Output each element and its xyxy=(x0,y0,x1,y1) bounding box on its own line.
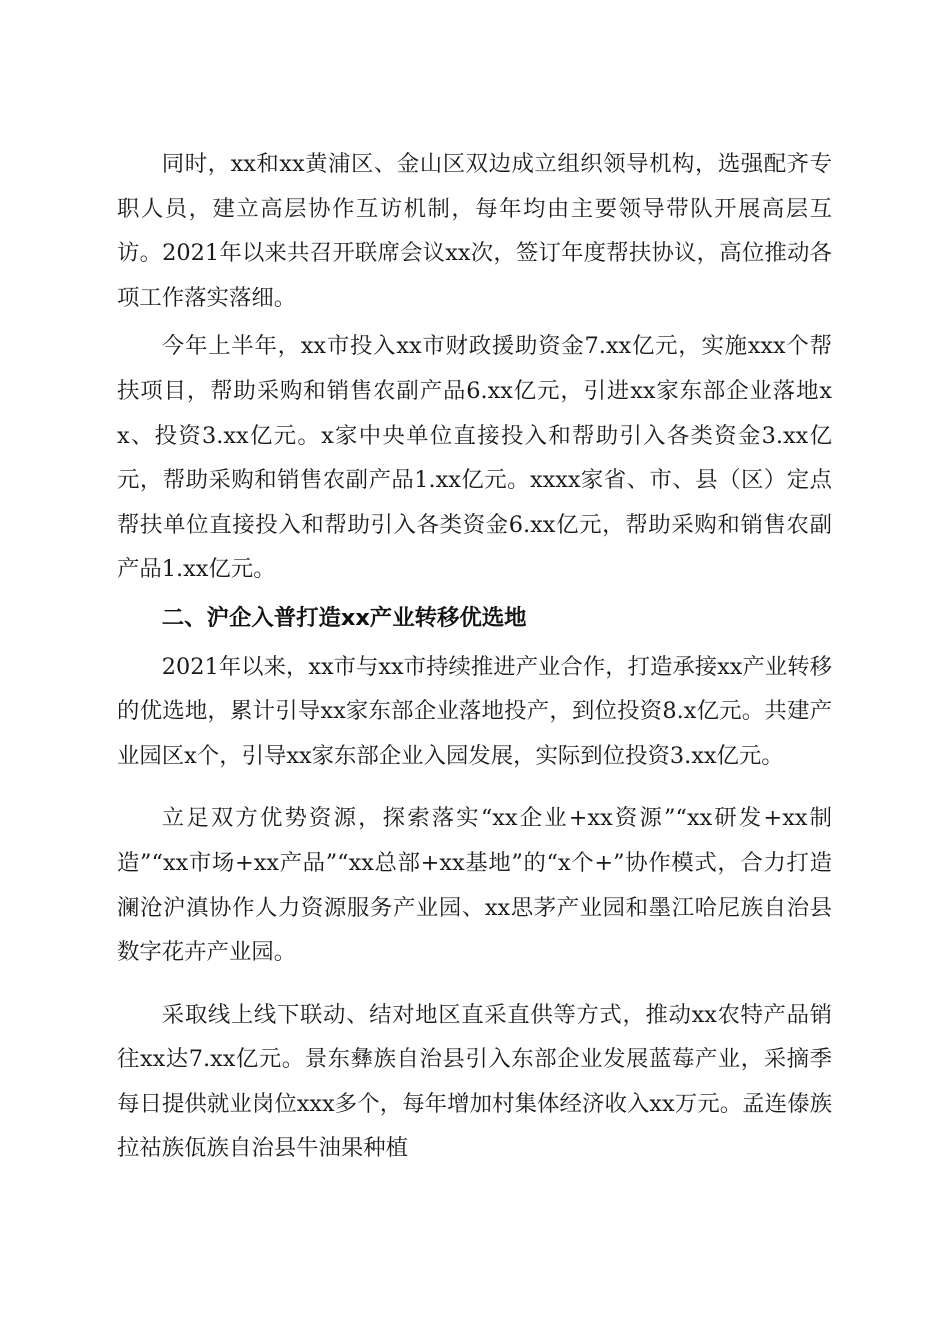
paragraph-product-sales: 采取线上线下联动、结对地区直采直供等方式，推动xx农特产品销往xx达7.xx亿元。景东彝族自治县引入东部企业发展蓝莓产业，采摘季每日提供就业岗位xxx多个，每年增加村集体经济收入xx万元。孟连傣族拉祜族佤族自治县牛油果种植 xyxy=(117,1001,832,1162)
paragraph-leadership-mechanism: 同时，xx和xx黄浦区、金山区双边成立组织领导机构，选强配齐专职人员，建立高层协作互访机制，每年均由主要领导带队开展高层互访。2021年以来共召开联席会议xx次，签订年度帮扶协议，高位推动各项工作落实落细。 xyxy=(117,151,832,311)
paragraph-first-half-year-funding: 今年上半年，xx市投入xx市财政援助资金7.xx亿元，实施xxx个帮扶项目，帮助采购和销售农副产品6.xx亿元，引进xx家东部企业落地xx、投资3.xx亿元。x家中央单位直接投入和帮助引入各类资金3.xx亿元，帮助采购和销售农副产品1.xx亿元。xxxx家省、市、县（区）定点帮扶单位直接投入和帮助引入各类资金6.xx亿元，帮助采购和销售农副产品1.xx亿元。 xyxy=(117,333,832,583)
paragraph-industry-cooperation: 2021年以来，xx市与xx市持续推进产业合作，打造承接xx产业转移的优选地，累计引导xx家东部企业落地投产，到位投资8.x亿元。共建产业园区x个，引导xx家东部企业入园发展，实际到位投资3.xx亿元。 xyxy=(117,653,832,769)
document-page xyxy=(117,142,832,1175)
paragraph-cooperation-model: 立足双方优势资源，探索落实“xx企业+xx资源”“xx研发+xx制造”“xx市场+xx产品”“xx总部+xx基地”的“x个+”协作模式，合力打造澜沧沪滇协作人力资源服务产业园、xx思茅产业园和墨江哈尼族自治县数字花卉产业园。 xyxy=(117,805,832,966)
section-heading-industry-transfer: 二、沪企入普打造xx产业转移优选地 xyxy=(161,604,527,631)
